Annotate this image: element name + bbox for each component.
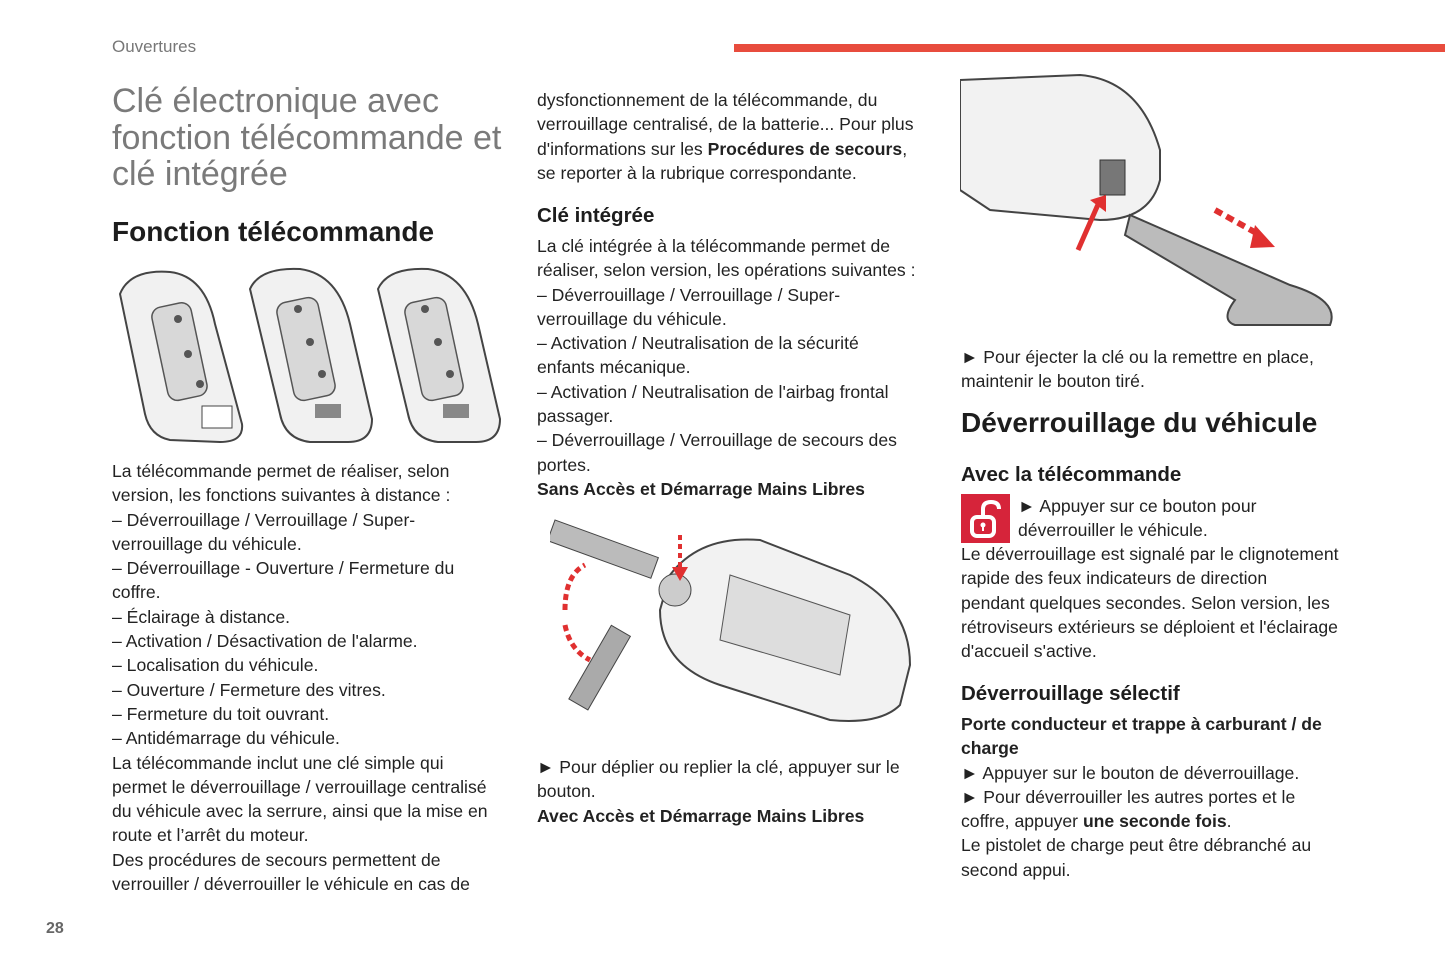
- text-line: rétroviseurs extérieurs se déploient et l'éclairage: [961, 616, 1338, 637]
- unlock-signal-text: [961, 542, 1339, 663]
- bold-text: Procédures de secours: [707, 138, 903, 159]
- text-line: – Déverrouillage / Verrouillage / Super-: [112, 509, 416, 530]
- eject-key-instruction: [961, 345, 1314, 394]
- bold-text: une seconde fois: [1082, 811, 1227, 832]
- unlock-icon: [961, 494, 1010, 543]
- text-line: ► Appuyer sur le bouton de déverrouillage.: [961, 762, 1300, 783]
- key-unfold-illustration: [550, 515, 915, 725]
- text-line: verrouillage du véhicule.: [537, 308, 727, 329]
- text-line: – Antidémarrage du véhicule.: [112, 728, 340, 749]
- text-line: verrouillage centralisé, de la batterie... Pour plus: [537, 114, 914, 135]
- text-line: bouton.: [537, 781, 596, 802]
- text-segment: d'informations sur les: [537, 138, 708, 159]
- key-eject-illustration: [960, 70, 1340, 332]
- heading-integrated-key: Clé intégrée: [537, 204, 655, 227]
- text-line: pendant quelques secondes. Selon version, les: [961, 592, 1330, 613]
- text-line: déverrouiller le véhicule.: [1018, 520, 1208, 541]
- text-line: [961, 736, 1322, 760]
- text-line: – Déverrouillage / Verrouillage / Super-: [537, 284, 841, 305]
- text-segment: ,: [902, 138, 908, 159]
- text-line: [537, 137, 914, 161]
- text-line: version, les fonctions suivantes à distance :: [112, 485, 451, 506]
- text-line: – Déverrouillage - Ouverture / Fermeture du: [112, 558, 455, 579]
- bold-text: Sans Accès et Démarrage Mains Libres: [537, 478, 865, 499]
- text-line: réaliser, selon version, les opérations suivantes :: [537, 260, 916, 281]
- text-line: d'accueil s'active.: [961, 641, 1097, 662]
- text-line: La télécommande permet de réaliser, selon: [112, 461, 450, 481]
- bold-text: Porte conducteur et trappe à carburant / de: [961, 714, 1322, 734]
- text-line: Le déverrouillage est signalé par le clignotement: [961, 544, 1339, 564]
- text-line: coffre.: [112, 582, 161, 603]
- text-line: du véhicule avec la serrure, ainsi que la mise en: [112, 801, 488, 822]
- text-line: Des procédures de secours permettent de: [112, 849, 441, 870]
- text-line: route et l’arrêt du moteur.: [112, 825, 309, 846]
- text-line: [961, 712, 1322, 736]
- text-line: [537, 804, 900, 828]
- text-line: verrouiller / déverrouiller le véhicule en cas de: [112, 874, 470, 895]
- text-line: dysfonctionnement de la télécommande, du: [537, 90, 878, 110]
- text-line: portes.: [537, 454, 591, 475]
- text-line: clé intégrée: [112, 155, 288, 193]
- emergency-procedures-text: [537, 88, 914, 185]
- text-line: [537, 477, 915, 501]
- page-title: [112, 83, 501, 193]
- selective-unlocking-text: [961, 712, 1322, 882]
- heading-with-remote: Avec la télécommande: [961, 463, 1182, 486]
- unlock-button-instruction: [1018, 494, 1256, 543]
- bold-text: charge: [961, 738, 1019, 759]
- text-line: ► Pour éjecter la clé ou la remettre en place,: [961, 347, 1314, 367]
- text-line: Clé électronique avec: [112, 82, 439, 120]
- section-accent-bar: [734, 44, 1445, 52]
- text-line: [961, 809, 1322, 833]
- text-segment: .: [1226, 811, 1232, 832]
- text-line: verrouillage du véhicule.: [112, 533, 302, 554]
- key-fobs-illustration: [110, 264, 505, 449]
- heading-vehicle-unlocking: Déverrouillage du véhicule: [961, 407, 1318, 438]
- text-line: – Localisation du véhicule.: [112, 655, 319, 676]
- remote-description: [112, 459, 488, 896]
- unfold-key-instruction: [537, 755, 900, 828]
- section-header: Ouvertures: [112, 37, 197, 56]
- text-line: fonction télécommande et: [112, 118, 502, 157]
- text-line: – Ouverture / Fermeture des vitres.: [112, 679, 386, 700]
- text-line: second appui.: [961, 859, 1071, 880]
- text-line: rapide des feux indicateurs de direction: [961, 568, 1268, 589]
- text-line: permet le déverrouillage / verrouillage centralisé: [112, 776, 487, 797]
- text-line: La clé intégrée à la télécommande permet de: [537, 236, 891, 256]
- text-line: – Activation / Désactivation de l'alarme.: [112, 631, 418, 652]
- text-line: maintenir le bouton tiré.: [961, 371, 1145, 392]
- text-line: – Activation / Neutralisation de la sécurité: [537, 333, 859, 354]
- text-line: Le pistolet de charge peut être débranché au: [961, 835, 1312, 856]
- text-line: passager.: [537, 406, 614, 427]
- heading-selective-unlocking: Déverrouillage sélectif: [961, 682, 1180, 705]
- text-segment: coffre, appuyer: [961, 811, 1083, 832]
- text-line: ► Pour déplier ou replier la clé, appuyer sur le: [537, 757, 900, 777]
- text-line: ► Pour déverrouiller les autres portes et le: [961, 786, 1296, 807]
- text-line: enfants mécanique.: [537, 357, 691, 378]
- page-number: 28: [46, 920, 64, 937]
- bold-text: Avec Accès et Démarrage Mains Libres: [537, 805, 865, 826]
- text-line: La télécommande inclut une clé simple qui: [112, 752, 444, 773]
- text-line: – Activation / Neutralisation de l'airbag frontal: [537, 381, 889, 402]
- integrated-key-text: [537, 234, 915, 501]
- text-line: se reporter à la rubrique correspondante.: [537, 162, 857, 183]
- text-line: ► Appuyer sur ce bouton pour: [1018, 496, 1257, 516]
- text-line: – Déverrouillage / Verrouillage de secours des: [537, 430, 897, 451]
- text-line: – Fermeture du toit ouvrant.: [112, 703, 330, 724]
- heading-remote-function: Fonction télécommande: [112, 216, 435, 247]
- text-line: – Éclairage à distance.: [112, 606, 290, 627]
